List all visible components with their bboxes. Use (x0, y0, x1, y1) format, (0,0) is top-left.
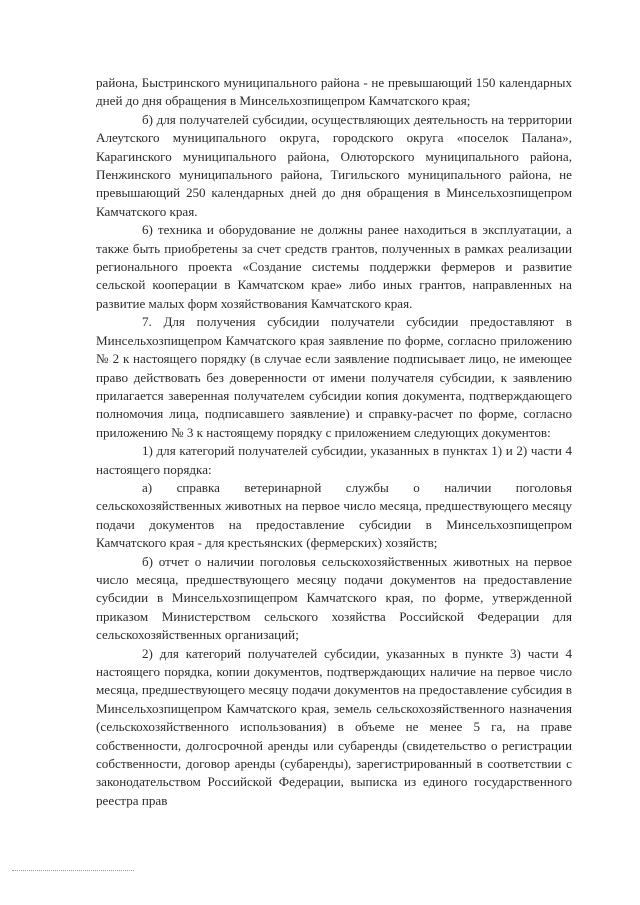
paragraph-7: б) отчет о наличии поголовья сельскохозяйственных животных на первое число месяца, предшествующего месяцу подачи документов на предоставление субсидии в Минсельхозпищепром Камчатского края, по форме, утвержденной приказом Министерством сельского хозяйства Российской Федерации для сельскохозяйственных организаций; (96, 553, 572, 643)
paragraph-5: 1) для категорий получателей субсидии, указанных в пунктах 1) и 2) части 4 настоящего порядка: (96, 443, 572, 477)
paragraph-8: 2) для категорий получателей субсидии, указанных в пункте 3) части 4 настоящего порядка, копии документов, подтверждающих наличие на первое число месяца, предшествующего месяцу подачи документов на предоставление субсидия в Минсельхозпищепром Камчатского края, земель сельскохозяйственного назначения (сельскохозяйственного использования) в объеме не менее 5 га, на праве собственности, долгосрочной аренды или субаренды (свидетельство о регистрации собственности, договор аренды (субаренды), зарегистрированный в соответствии с законодательством Российской Федерации, выписка из единого государственного реестра прав (96, 645, 572, 808)
paragraph-2: б) для получателей субсидии, осуществляющих деятельность на территории Алеутского муниципального округа, городского округа «поселок Палана», Карагинского муниципального района, Олюторского муниципального района, Пенжинского муниципального района, Тигильского муниципального района, не превышающий 250 календарных дней до дня обращения в Минсельхозпищепром Камчатского края. (96, 111, 572, 219)
paragraph-3: 6) техника и оборудование не должны ранее находиться в эксплуатации, а также быть приобретены за счет средств грантов, полученных в рамках реализации регионального проекта «Создание системы поддержки фермеров и развитие сельской кооперации в Камчатском крае» либо иных грантов, направленных на развитие малых форм хозяйствования Камчатского края. (96, 222, 572, 311)
footer-rule (12, 870, 134, 871)
document-body (96, 74, 572, 810)
paragraph-4: 7. Для получения субсидии получатели субсидии предоставляют в Минсельхозпищепром Камчатского края заявление по форме, согласно приложению № 2 к настоящего порядку (в случае если заявление подписывает лицо, не имеющее право действовать без доверенности от имени получателя субсидии, к заявлению прилагается заверенная получателем субсидии копия документа, подтверждающего полномочия лица, подписавшего заявление) и справку-расчет по форме, согласно приложению № 3 к настоящему порядку с приложением следующих документов: (96, 314, 572, 440)
paragraph-6: а) справка ветеринарной службы о наличии поголовья сельскохозяйственных животных на первое число месяца, предшествующего месяцу подачи документов на предоставление субсидии в Минсельхозпищепром Камчатского края - для крестьянских (фермерских) хозяйств; (96, 479, 572, 551)
paragraph-1: района, Быстринского муниципального района - не превышающий 150 календарных дней до дня обращения в Минсельхозпищепром Камчатского края; (96, 75, 572, 109)
